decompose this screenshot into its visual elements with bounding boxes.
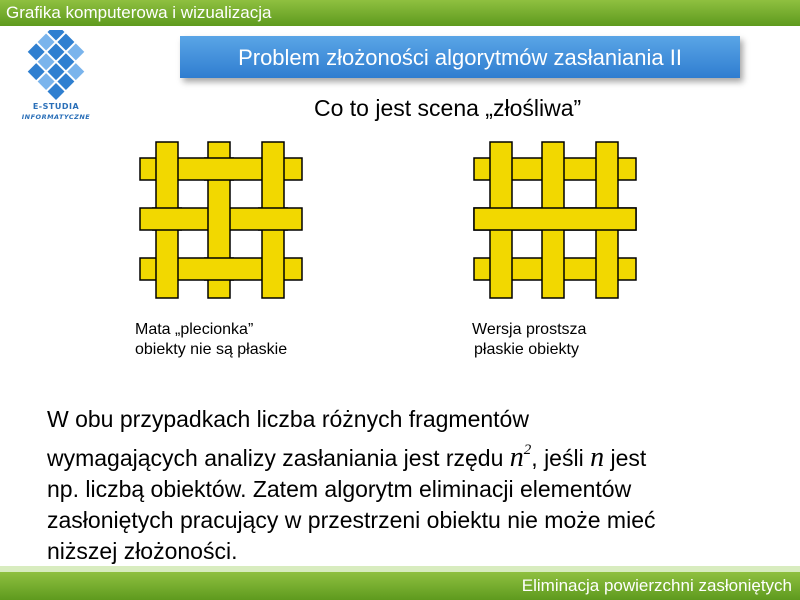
flat-strips-figure (472, 140, 638, 300)
body-line4: zasłoniętych pracujący w przestrzeni obiektu nie może mieć (47, 507, 656, 533)
right-caption-line1: Wersja prostsza (472, 321, 587, 338)
slide-body (47, 404, 787, 567)
math-exponent: 2 (523, 442, 532, 458)
body-line3: np. liczbą obiektów. Zatem algorytm eliminacji elementów (47, 476, 632, 502)
body-line5: niższej złożoności. (47, 538, 238, 564)
right-caption-line2: płaskie obiekty (474, 341, 579, 358)
left-caption-line2: obiekty nie są płaskie (135, 341, 288, 358)
left-caption-line1: Mata „plecionka” (135, 321, 254, 338)
logo-line1: E-STUDIA (32, 102, 80, 111)
body-line2-b: , jeśli (531, 445, 591, 471)
body-line2-a: wymagających analizy zasłaniania jest rzędu (47, 445, 510, 471)
e-studia-logo (8, 30, 104, 130)
slide-title-bar (180, 36, 740, 78)
left-figure-caption (135, 320, 287, 360)
section-title: Eliminacja powierzchni zasłoniętych (521, 576, 792, 595)
math-var-n: n (509, 442, 524, 473)
body-line2-c: jest (604, 445, 647, 471)
logo-line2: INFORMATYCZNE (21, 113, 91, 121)
math-n-squared (510, 442, 532, 473)
body-line2 (47, 435, 787, 474)
body-line1: W obu przypadkach liczba różnych fragmentów (47, 406, 529, 432)
math-var-n-2: n (590, 442, 605, 473)
woven-mat-figure (138, 140, 304, 300)
footer-bar (0, 572, 800, 600)
flat-strip-h2-top (474, 208, 636, 230)
header-bar (0, 0, 800, 26)
right-figure-caption (472, 320, 586, 360)
course-title: Grafika komputerowa i wizualizacja (6, 3, 272, 22)
slide-subtitle: Co to jest scena „złośliwa” (314, 95, 582, 121)
slide-title: Problem złożoności algorytmów zasłaniania II (238, 45, 682, 70)
logo-diamond-icon (8, 30, 104, 102)
